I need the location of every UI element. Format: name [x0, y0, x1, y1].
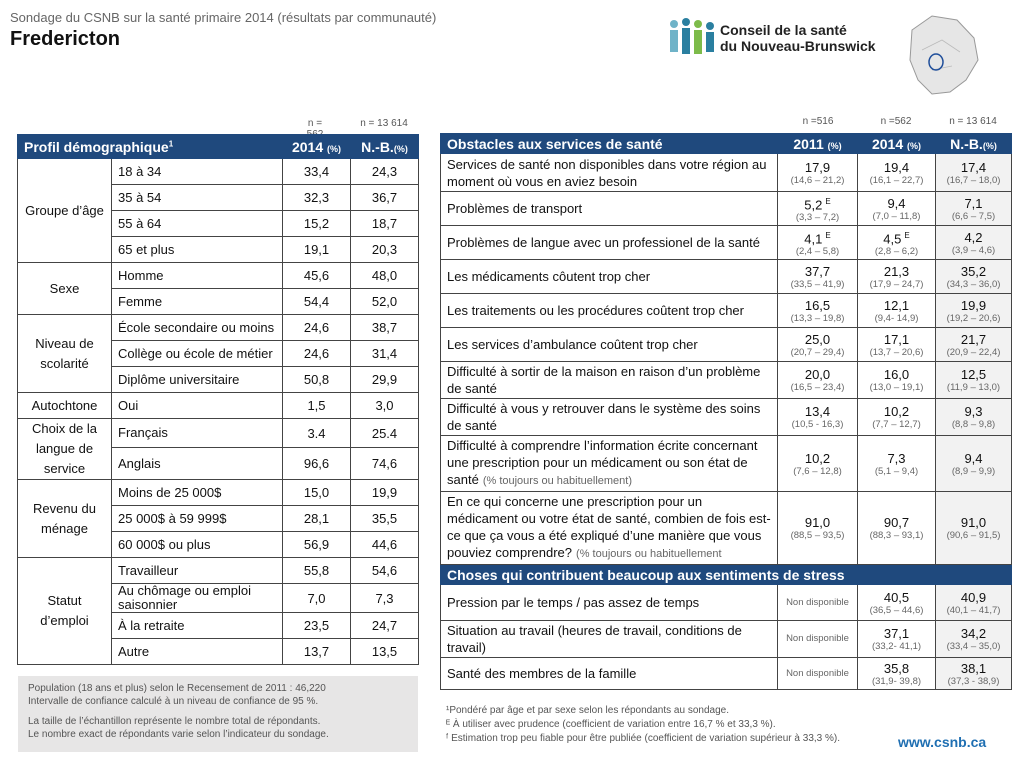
- value-nb: 35,5: [351, 506, 419, 532]
- table-row: [441, 294, 1012, 328]
- value-nb: 29,9: [351, 367, 419, 393]
- value-2011: Non disponible: [778, 585, 858, 621]
- value-2014: 55,8: [283, 558, 351, 584]
- n-2014-right: n =562: [880, 116, 912, 127]
- group-label: Revenu du ménage: [18, 480, 112, 558]
- value-2014: 96,6: [283, 448, 351, 480]
- value-nb: 19,9 (19,2 – 20,6): [936, 294, 1012, 328]
- row-label: École secondaire ou moins: [112, 315, 283, 341]
- group-label: Niveau de scolarité: [18, 315, 112, 393]
- demographic-table: Profil démographique$^1$ 2014 (%) N.-B.(%) Groupe d’âge 18 à 34 33,4 24,3 35 à 54 32,3 36,7 55 à 64 15,2 18,7 65 et plus 19,1 20,3 Sexe Homme 45,6 48,0 Femme 54,4 52,0 Niveau de scolarité École secondaire ou moins 24,6 38,7 Collège ou école de métier 24,6 31,4 Diplôme universitaire 50,8 29,9 Autochtone Oui 1,5 3,0 Choix de la langue de service Français 3.4 25.4 Anglais 96,6 74,6 Revenu du ménage Moins de 25 000$ 15,0 19,9 25 000$ à 59 999$ 28,1 35,5 60 000$ ou plus 56,9 44,6 Statut d’emploi Travailleur 55,8 54,6 Au chômage ou emploi saisonnier 7,0 7,3 À la retraite 23,5 24,7 Autre 13,7 13,5: [17, 134, 419, 665]
- row-label: 60 000$ ou plus: [112, 532, 283, 558]
- obstacle-label: Les services d’ambulance coûtent trop cher: [441, 328, 778, 362]
- n-nb-right: n = 13 614: [949, 116, 997, 127]
- row-label: Collège ou école de métier: [112, 341, 283, 367]
- group-label: Sexe: [18, 263, 112, 315]
- stress-label: Santé des membres de la famille: [441, 658, 778, 690]
- value-nb: 4,2 (3,9 – 4,6): [936, 226, 1012, 260]
- value-2014: 7,0: [283, 584, 351, 613]
- value-2011: 25,0 (20,7 – 29,4): [778, 328, 858, 362]
- n-2014-left: n =: [307, 118, 323, 129]
- value-2014: 12,1 (9,4- 14,9): [858, 294, 936, 328]
- row-label: À la retraite: [112, 613, 283, 639]
- row-label: Diplôme universitaire: [112, 367, 283, 393]
- left-notes: Population (18 ans et plus) selon le Recensement de 2011 : 46,220 Intervalle de confiance calculé à un niveau de confiance de 95 %. La taille de l’échantillon représente le nombre total de répondants. Le nombre exact de répondants varie selon l’indicateur du sondage.: [18, 676, 418, 752]
- table-row: [441, 226, 1012, 260]
- logo-text: Conseil de la santé du Nouveau-Brunswick: [720, 22, 876, 54]
- value-2014: 17,1 (13,7 – 20,6): [858, 328, 936, 362]
- value-nb: 9,3 (8,8 – 9,8): [936, 399, 1012, 436]
- obstacles-table: Obstacles aux services de santé 2011 (%) 2014 (%) N.-B.(%) Services de santé non disponibles dans votre région au moment où vous en aviez besoin 17,9 (14,6 – 21,2) 19,4 (16,1 – 22,7) 17,4 (16,7 – 18,0) Problèmes de transport 5,2 $^E$ (3,3 – 7,2) 9,4 (7,0 – 11,8) 7,1 (6,6 – 7,5) Problèmes de langue avec un professionel de la santé 4,1 $^E$ (2,4 – 5,8) 4,5 $^E$ (2,8 – 6,2) 4,2 (3,9 – 4,6) Les médicaments côutent trop cher 37,7 (33,5 – 41,9) 21,3 (17,9 – 24,7) 35,2 (34,3 – 36,0) Les traitements ou les procédures coûtent trop cher 16,5 (13,3 – 19,8) 12,1 (9,4- 14,9) 19,9 (19,2 – 20,6) Les services d’ambulance coûtent trop cher 25,0 (20,7 – 29,4) 17,1 (13,7 – 20,6) 21,7 (20,9 – 22,4) Difficulté à sortir de la maison en raison d’un problème de santé 20,0 (16,5 – 23,4) 16,0 (13,0 – 19,1) 12,5 (11,9 – 13,0) Difficulté à vous y retrouver dans le système des soins de santé 13,4 (10,5 - 16,3) 10,2 (7,7 – 12,7) 9,3 (8,8 – 9,8) Difficulté à comprendre l’information écrite concernant une prescription pour un médicament ou son état de santé (% toujours ou habituellement) 10,2 (7,6 – 12,8) 7,3 (5,1 – 9,4) 9,4 (8,9 – 9,9) En ce qui concerne une prescription pour un médicament ou votre état de santé, combien de fois est-ce que ça vous a été expliqué d’une manière que vous pouviez comprendre? (% toujours ou habituellement 91,0 (88,5 – 93,5) 90,7 (88,3 – 93,1) 91,0 (90,6 – 91,5) Choses qui contribuent beaucoup aux sentiments de stress Pression par le temps / pas assez de temps Non disponible 40,5 (36,5 – 44,6) 40,9 (40,1 – 41,7) Situation au travail (heures de travail, conditions de travail) Non disponible 37,1 (33,2- 41,1) 34,2 (33,4 – 35,0) Santé des membres de la famille Non disponible 35,8 (31,9- 39,8) 38,1 (37,3 - 38,9): [440, 133, 1012, 690]
- value-2011: Non disponible: [778, 621, 858, 658]
- table-row: [441, 154, 1012, 192]
- value-nb: 20,3: [351, 237, 419, 263]
- obstacle-label: En ce qui concerne une prescription pour un médicament ou votre état de santé, combien de fois est-ce que ça vous a été expliqué d’une manière que vous pouviez comprendre? (% toujours ou habituellement: [441, 492, 778, 565]
- value-2014: 24,6: [283, 315, 351, 341]
- value-2011: 17,9 (14,6 – 21,2): [778, 154, 858, 192]
- obstacle-label: Problèmes de transport: [441, 192, 778, 226]
- row-label: Au chômage ou emploi saisonnier: [112, 584, 283, 613]
- value-nb: 7,3: [351, 584, 419, 613]
- group-label: Statut d’emploi: [18, 558, 112, 665]
- value-2014: 32,3: [283, 185, 351, 211]
- value-nb: 38,7: [351, 315, 419, 341]
- demographic-title: Profil démographique$^1$: [18, 135, 283, 159]
- table-row: [18, 315, 419, 341]
- row-label: 55 à 64: [112, 211, 283, 237]
- value-nb: 19,9: [351, 480, 419, 506]
- value-2011: 16,5 (13,3 – 19,8): [778, 294, 858, 328]
- value-2014: 9,4 (7,0 – 11,8): [858, 192, 936, 226]
- value-nb: 3,0: [351, 393, 419, 419]
- table-row: [18, 263, 419, 289]
- value-2014: 33,4: [283, 159, 351, 185]
- value-nb: 24,3: [351, 159, 419, 185]
- obstacle-label: Difficulté à comprendre l’information écrite concernant une prescription pour un médicament ou son état de santé (% toujours ou habituellement): [441, 436, 778, 492]
- value-2014: 40,5 (36,5 – 44,6): [858, 585, 936, 621]
- n-2011: n =516: [802, 116, 834, 127]
- obstacle-label: Difficulté à sortir de la maison en raison d’un problème de santé: [441, 362, 778, 399]
- table-row: [18, 159, 419, 185]
- value-nb: 24,7: [351, 613, 419, 639]
- report-subtitle: Sondage du CSNB sur la santé primaire 2014 (résultats par communauté): [10, 10, 437, 25]
- row-label: Moins de 25 000$: [112, 480, 283, 506]
- obstacles-title: Obstacles aux services de santé: [441, 134, 778, 154]
- value-nb: 54,6: [351, 558, 419, 584]
- value-2014: 54,4: [283, 289, 351, 315]
- table-row: [18, 558, 419, 584]
- value-nb: 35,2 (34,3 – 36,0): [936, 260, 1012, 294]
- value-nb: 13,5: [351, 639, 419, 665]
- value-2011: 20,0 (16,5 – 23,4): [778, 362, 858, 399]
- value-nb: 12,5 (11,9 – 13,0): [936, 362, 1012, 399]
- value-2014: 23,5: [283, 613, 351, 639]
- obstacle-note: (% toujours ou habituellement: [576, 548, 722, 560]
- value-2014: 19,4 (16,1 – 22,7): [858, 154, 936, 192]
- value-2014: 45,6: [283, 263, 351, 289]
- value-nb: 25.4: [351, 419, 419, 448]
- province-map-icon: [902, 10, 982, 98]
- row-label: Homme: [112, 263, 283, 289]
- obstacle-label: Difficulté à vous y retrouver dans le système des soins de santé: [441, 399, 778, 436]
- website-link[interactable]: www.csnb.ca: [898, 734, 987, 750]
- table-row: [441, 621, 1012, 658]
- row-label: 35 à 54: [112, 185, 283, 211]
- value-2014: 37,1 (33,2- 41,1): [858, 621, 936, 658]
- row-label: Oui: [112, 393, 283, 419]
- group-label: Autochtone: [18, 393, 112, 419]
- value-2014: 4,5 $^E$ (2,8 – 6,2): [858, 226, 936, 260]
- value-nb: 18,7: [351, 211, 419, 237]
- value-2014: 35,8 (31,9- 39,8): [858, 658, 936, 690]
- table-row: [441, 492, 1012, 565]
- value-nb: 36,7: [351, 185, 419, 211]
- row-label: Travailleur: [112, 558, 283, 584]
- stress-label: Pression par le temps / pas assez de temps: [441, 585, 778, 621]
- value-2014: 10,2 (7,7 – 12,7): [858, 399, 936, 436]
- value-2011: 13,4 (10,5 - 16,3): [778, 399, 858, 436]
- value-2011: 4,1 $^E$ (2,4 – 5,8): [778, 226, 858, 260]
- value-nb: 40,9 (40,1 – 41,7): [936, 585, 1012, 621]
- value-2011: 10,2 (7,6 – 12,8): [778, 436, 858, 492]
- value-2014: 21,3 (17,9 – 24,7): [858, 260, 936, 294]
- table-row: [441, 260, 1012, 294]
- page-title: Fredericton: [10, 28, 121, 50]
- value-2011: 5,2 $^E$ (3,3 – 7,2): [778, 192, 858, 226]
- value-2011: 91,0 (88,5 – 93,5): [778, 492, 858, 565]
- table-row: [18, 419, 419, 448]
- value-nb: 44,6: [351, 532, 419, 558]
- value-nb: 48,0: [351, 263, 419, 289]
- row-label: Anglais: [112, 448, 283, 480]
- table-row: [441, 585, 1012, 621]
- stress-label: Situation au travail (heures de travail, conditions de travail): [441, 621, 778, 658]
- row-label: 18 à 34: [112, 159, 283, 185]
- value-2011: 37,7 (33,5 – 41,9): [778, 260, 858, 294]
- n-nb-left: n = 13 614: [360, 118, 408, 129]
- group-label: Choix de la langue de service: [18, 419, 112, 480]
- value-2014: 16,0 (13,0 – 19,1): [858, 362, 936, 399]
- value-2014: 7,3 (5,1 – 9,4): [858, 436, 936, 492]
- table-row: [441, 399, 1012, 436]
- value-nb: 52,0: [351, 289, 419, 315]
- table-row: [441, 436, 1012, 492]
- obstacle-note: (% toujours ou habituellement): [482, 475, 633, 487]
- row-label: Femme: [112, 289, 283, 315]
- value-nb: 17,4 (16,7 – 18,0): [936, 154, 1012, 192]
- value-nb: 21,7 (20,9 – 22,4): [936, 328, 1012, 362]
- value-2014: 3.4: [283, 419, 351, 448]
- obstacle-label: Les traitements ou les procédures coûtent trop cher: [441, 294, 778, 328]
- table-row: [18, 393, 419, 419]
- value-nb: 91,0 (90,6 – 91,5): [936, 492, 1012, 565]
- value-2014: 90,7 (88,3 – 93,1): [858, 492, 936, 565]
- table-row: [441, 362, 1012, 399]
- value-nb: 7,1 (6,6 – 7,5): [936, 192, 1012, 226]
- row-label: Autre: [112, 639, 283, 665]
- value-2011: Non disponible: [778, 658, 858, 690]
- value-2014: 19,1: [283, 237, 351, 263]
- value-nb: 74,6: [351, 448, 419, 480]
- value-2014: 13,7: [283, 639, 351, 665]
- value-nb: 9,4 (8,9 – 9,9): [936, 436, 1012, 492]
- obstacle-label: Problèmes de langue avec un professionel de la santé: [441, 226, 778, 260]
- table-row: [441, 328, 1012, 362]
- value-2014: 24,6: [283, 341, 351, 367]
- value-nb: 31,4: [351, 341, 419, 367]
- table-row: [18, 480, 419, 506]
- value-2014: 15,0: [283, 480, 351, 506]
- obstacle-label: Services de santé non disponibles dans votre région au moment où vous en aviez besoin: [441, 154, 778, 192]
- obstacle-label: Les médicaments côutent trop cher: [441, 260, 778, 294]
- table-row: [441, 658, 1012, 690]
- value-nb: 34,2 (33,4 – 35,0): [936, 621, 1012, 658]
- row-label: 25 000$ à 59 999$: [112, 506, 283, 532]
- row-label: Français: [112, 419, 283, 448]
- value-nb: 38,1 (37,3 - 38,9): [936, 658, 1012, 690]
- value-2014: 50,8: [283, 367, 351, 393]
- value-2014: 28,1: [283, 506, 351, 532]
- value-2014: 56,9: [283, 532, 351, 558]
- value-2014: 15,2: [283, 211, 351, 237]
- table-row: [441, 192, 1012, 226]
- stress-title: Choses qui contribuent beaucoup aux sentiments de stress: [441, 565, 1012, 585]
- row-label: 65 et plus: [112, 237, 283, 263]
- footnotes: ¹Pondéré par âge et par sexe selon les répondants au sondage. ᴱ À utiliser avec prudence (coefficient de variation entre 16,7 % et 33,3 %). ᶠ Estimation trop peu fiable pour être publiée (coefficient de variation supérieur à 33,3 %).: [446, 705, 840, 744]
- value-2014: 1,5: [283, 393, 351, 419]
- group-label: Groupe d’âge: [18, 159, 112, 263]
